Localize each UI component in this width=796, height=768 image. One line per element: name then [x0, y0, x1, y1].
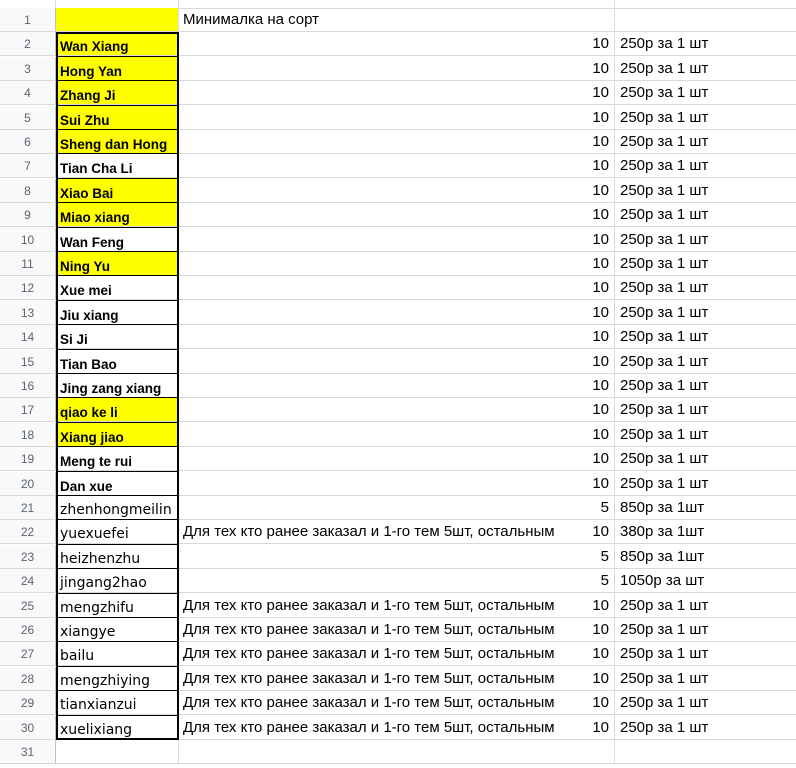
cell-variety-name[interactable]: heizhenzhu	[56, 545, 179, 569]
cell-note-quantity[interactable]	[179, 106, 615, 130]
cell-price[interactable]	[615, 8, 796, 32]
table-row	[0, 350, 796, 374]
cell-variety-name[interactable]: Miao xiang	[56, 203, 179, 227]
cell-variety-name[interactable]: Jing zang xiang	[56, 374, 179, 398]
table-row	[0, 569, 796, 593]
row-number[interactable]: 29	[0, 691, 56, 715]
table-row	[0, 472, 796, 496]
min-quantity: 10	[592, 377, 609, 394]
row-number[interactable]: 12	[0, 276, 56, 300]
cell-price[interactable]: 250р за 1 шт	[615, 594, 796, 618]
cell-price[interactable]: 250р за 1 шт	[615, 423, 796, 447]
cell-price[interactable]: 250р за 1 шт	[615, 374, 796, 398]
cell-variety-name[interactable]: Tian Cha Li	[56, 154, 179, 178]
cell-price[interactable]: 250р за 1 шт	[615, 32, 796, 56]
cell-price[interactable]: 250р за 1 шт	[615, 203, 796, 227]
min-quantity: 10	[592, 59, 609, 77]
note-text: Минималка на сорт	[183, 11, 320, 28]
cell-note-quantity[interactable]	[179, 374, 615, 398]
cell-note-quantity[interactable]	[179, 154, 615, 178]
cell-note-quantity[interactable]	[179, 520, 615, 544]
cell-variety-name[interactable]: Jiu xiang	[56, 301, 179, 325]
cell-variety-name[interactable]: yuexuefei	[56, 520, 179, 544]
cell-price[interactable]: 250р за 1 шт	[615, 716, 796, 740]
min-quantity: 10	[592, 328, 609, 346]
cell-variety-name[interactable]: Wan Xiang	[56, 32, 179, 56]
table-row	[0, 447, 796, 471]
min-quantity: 10	[592, 523, 609, 541]
cell-variety-name[interactable]: Xue mei	[56, 276, 179, 300]
table-row	[0, 618, 796, 642]
cell-note-quantity[interactable]	[179, 32, 615, 56]
row-number[interactable]: 26	[0, 618, 56, 642]
min-quantity: 5	[600, 572, 609, 590]
row-number[interactable]: 20	[0, 472, 56, 496]
table-row	[0, 179, 796, 203]
table-row	[0, 81, 796, 105]
cell-note-quantity[interactable]	[179, 350, 615, 374]
min-quantity: 10	[592, 645, 609, 663]
cell-price[interactable]: 250р за 1 шт	[615, 667, 796, 691]
cell-variety-name[interactable]: zhenhongmeilin	[56, 496, 179, 520]
cell-variety-name[interactable]: Si Ji	[56, 325, 179, 349]
cell-note-quantity[interactable]	[179, 276, 615, 300]
cell-note-quantity[interactable]	[179, 716, 615, 740]
cell-variety-name[interactable]: Dan xue	[56, 472, 179, 496]
cell-variety-name[interactable]: mengzhifu	[56, 594, 179, 618]
table-row	[0, 642, 796, 666]
cell-note-quantity[interactable]	[179, 472, 615, 496]
cell-price[interactable]: 250р за 1 шт	[615, 301, 796, 325]
table-row	[0, 740, 796, 764]
cell-variety-name[interactable]: xiangye	[56, 618, 179, 642]
min-quantity: 10	[592, 157, 609, 175]
row-number[interactable]: 9	[0, 203, 56, 227]
cell-note-quantity[interactable]	[179, 57, 615, 81]
min-quantity: 10	[592, 279, 609, 297]
cell-price[interactable]: 850р за 1шт	[615, 545, 796, 569]
min-quantity: 5	[600, 499, 609, 516]
table-row	[0, 203, 796, 227]
table-row	[0, 545, 796, 569]
table-row	[0, 691, 796, 715]
table-row	[0, 301, 796, 325]
cell-price[interactable]: 250р за 1 шт	[615, 154, 796, 178]
cell-variety-name[interactable]: bailu	[56, 642, 179, 666]
cell-price[interactable]: 1050р за шт	[615, 569, 796, 593]
cell-price[interactable]: 250р за 1 шт	[615, 276, 796, 300]
row-number[interactable]: 19	[0, 447, 56, 471]
cell-variety-name[interactable]: Sheng dan Hong	[56, 130, 179, 154]
cell-variety-name[interactable]: tianxianzui	[56, 691, 179, 715]
cell-note-quantity[interactable]	[179, 691, 615, 715]
note-text: Для тех кто ранее заказал и 1-го тем 5шт, остальным	[183, 694, 555, 712]
cell-price[interactable]: 250р за 1 шт	[615, 691, 796, 715]
cell-variety-name[interactable]: Xiao Bai	[56, 179, 179, 203]
min-quantity: 10	[592, 352, 609, 370]
row-number[interactable]: 25	[0, 594, 56, 618]
table-row	[0, 594, 796, 618]
table-row	[0, 8, 796, 32]
cell-price[interactable]: 250р за 1 шт	[615, 350, 796, 374]
cell-price[interactable]: 250р за 1 шт	[615, 179, 796, 203]
min-quantity: 10	[592, 303, 609, 321]
cell-variety-name[interactable]: Tian Bao	[56, 350, 179, 374]
table-row	[0, 252, 796, 276]
note-text: Для тех кто ранее заказал и 1-го тем 5шт, остальным	[183, 669, 555, 687]
min-quantity: 10	[592, 255, 609, 272]
table-row	[0, 32, 796, 56]
table-row	[0, 57, 796, 81]
cell-note-quantity[interactable]	[179, 81, 615, 105]
min-quantity: 5	[600, 547, 609, 565]
table-row	[0, 667, 796, 691]
row-number[interactable]: 18	[0, 423, 56, 447]
cell-price[interactable]: 250р за 1 шт	[615, 57, 796, 81]
cell-price[interactable]: 250р за 1 шт	[615, 252, 796, 276]
cell-note-quantity[interactable]	[179, 301, 615, 325]
cell-note-quantity[interactable]	[179, 228, 615, 252]
min-quantity: 10	[592, 694, 609, 712]
cell-note-quantity[interactable]	[179, 325, 615, 349]
note-text: Для тех кто ранее заказал и 1-го тем 5шт, остальным	[183, 596, 555, 614]
min-quantity: 10	[592, 133, 609, 150]
min-quantity: 10	[592, 84, 609, 102]
cell-price[interactable]: 250р за 1 шт	[615, 106, 796, 130]
row-number[interactable]: 21	[0, 496, 56, 520]
cell-note-quantity[interactable]	[179, 667, 615, 691]
table-row	[0, 154, 796, 178]
cell-variety-name[interactable]	[56, 740, 179, 764]
cell-note-quantity[interactable]	[179, 594, 615, 618]
cell-note-quantity[interactable]	[179, 569, 615, 593]
cell-price[interactable]: 250р за 1 шт	[615, 130, 796, 154]
min-quantity: 10	[592, 474, 609, 492]
cell-note-quantity[interactable]	[179, 545, 615, 569]
cell-price[interactable]: 250р за 1 шт	[615, 642, 796, 666]
table-row	[0, 520, 796, 544]
table-row	[0, 496, 796, 520]
min-quantity: 10	[592, 108, 609, 126]
min-quantity: 10	[592, 621, 609, 638]
row-number[interactable]: 23	[0, 545, 56, 569]
cell-variety-name[interactable]: mengzhiying	[56, 667, 179, 691]
row-number[interactable]: 4	[0, 81, 56, 105]
min-quantity: 10	[592, 425, 609, 443]
table-row	[0, 325, 796, 349]
cell-note-quantity[interactable]	[179, 252, 615, 276]
row-number[interactable]: 3	[0, 57, 56, 81]
cell-price[interactable]: 850р за 1шт	[615, 496, 796, 520]
cell-price[interactable]: 250р за 1 шт	[615, 325, 796, 349]
cell-variety-name[interactable]: Hong Yan	[56, 57, 179, 81]
min-quantity: 10	[592, 669, 609, 687]
cell-variety-name[interactable]	[56, 8, 179, 32]
cell-note-quantity[interactable]	[179, 496, 615, 520]
row-number[interactable]: 8	[0, 179, 56, 203]
cell-variety-name[interactable]: xuelixiang	[56, 716, 179, 740]
note-text: Для тех кто ранее заказал и 1-го тем 5шт, остальным	[183, 621, 555, 638]
cell-price[interactable]: 250р за 1 шт	[615, 81, 796, 105]
row-number[interactable]: 2	[0, 32, 56, 56]
cell-price[interactable]: 250р за 1 шт	[615, 472, 796, 496]
note-text: Для тех кто ранее заказал и 1-го тем 5шт, остальным	[183, 523, 555, 541]
row-number[interactable]: 27	[0, 642, 56, 666]
cell-note-quantity[interactable]	[179, 179, 615, 203]
table-row	[0, 423, 796, 447]
row-number[interactable]: 11	[0, 252, 56, 276]
cell-variety-name[interactable]: Meng te rui	[56, 447, 179, 471]
row-number[interactable]: 30	[0, 716, 56, 740]
cell-note-quantity[interactable]	[179, 642, 615, 666]
table-row	[0, 398, 796, 422]
min-quantity: 10	[592, 718, 609, 736]
min-quantity: 10	[592, 35, 609, 53]
row-number[interactable]: 28	[0, 667, 56, 691]
row-number[interactable]: 7	[0, 154, 56, 178]
row-number[interactable]: 16	[0, 374, 56, 398]
row-number[interactable]: 5	[0, 106, 56, 130]
cell-note-quantity[interactable]	[179, 203, 615, 227]
cell-note-quantity[interactable]	[179, 618, 615, 642]
cell-note-quantity[interactable]	[179, 130, 615, 154]
min-quantity: 10	[592, 230, 609, 248]
note-text: Для тех кто ранее заказал и 1-го тем 5шт, остальным	[183, 645, 555, 663]
min-quantity: 10	[592, 450, 609, 468]
cell-price[interactable]: 250р за 1 шт	[615, 447, 796, 471]
row-number[interactable]: 1	[0, 8, 56, 32]
cell-variety-name[interactable]: Sui Zhu	[56, 106, 179, 130]
table-row	[0, 716, 796, 740]
note-text: Для тех кто ранее заказал и 1-го тем 5шт, остальным	[183, 718, 555, 736]
row-number[interactable]: 13	[0, 301, 56, 325]
cell-variety-name[interactable]: Xiang jiao	[56, 423, 179, 447]
row-number[interactable]: 14	[0, 325, 56, 349]
min-quantity: 10	[592, 181, 609, 199]
cell-price[interactable]: 250р за 1 шт	[615, 618, 796, 642]
cell-variety-name[interactable]: Wan Feng	[56, 228, 179, 252]
cell-note-quantity[interactable]	[179, 8, 615, 32]
cell-price[interactable]: 380р за 1шт	[615, 520, 796, 544]
row-number[interactable]: 31	[0, 740, 56, 764]
cell-price[interactable]: 250р за 1 шт	[615, 228, 796, 252]
row-number[interactable]: 6	[0, 130, 56, 154]
cell-note-quantity[interactable]	[179, 423, 615, 447]
cell-variety-name[interactable]: qiao ke li	[56, 398, 179, 422]
row-number[interactable]: 24	[0, 569, 56, 593]
cell-note-quantity[interactable]	[179, 740, 615, 764]
table-row	[0, 374, 796, 398]
cell-price[interactable]: 250р за 1 шт	[615, 398, 796, 422]
table-row	[0, 228, 796, 252]
row-number[interactable]: 17	[0, 398, 56, 422]
table-row	[0, 276, 796, 300]
row-number[interactable]: 22	[0, 520, 56, 544]
row-number[interactable]: 10	[0, 228, 56, 252]
table-row	[0, 130, 796, 154]
row-number[interactable]: 15	[0, 350, 56, 374]
cell-variety-name[interactable]: jingang2hao	[56, 569, 179, 593]
table-row	[0, 106, 796, 130]
cell-note-quantity[interactable]	[179, 398, 615, 422]
cell-variety-name[interactable]: Ning Yu	[56, 252, 179, 276]
min-quantity: 10	[592, 206, 609, 224]
min-quantity: 10	[592, 401, 609, 419]
min-quantity: 10	[592, 596, 609, 614]
cell-variety-name[interactable]: Zhang Ji	[56, 81, 179, 105]
cell-note-quantity[interactable]	[179, 447, 615, 471]
cell-price[interactable]	[615, 740, 796, 764]
